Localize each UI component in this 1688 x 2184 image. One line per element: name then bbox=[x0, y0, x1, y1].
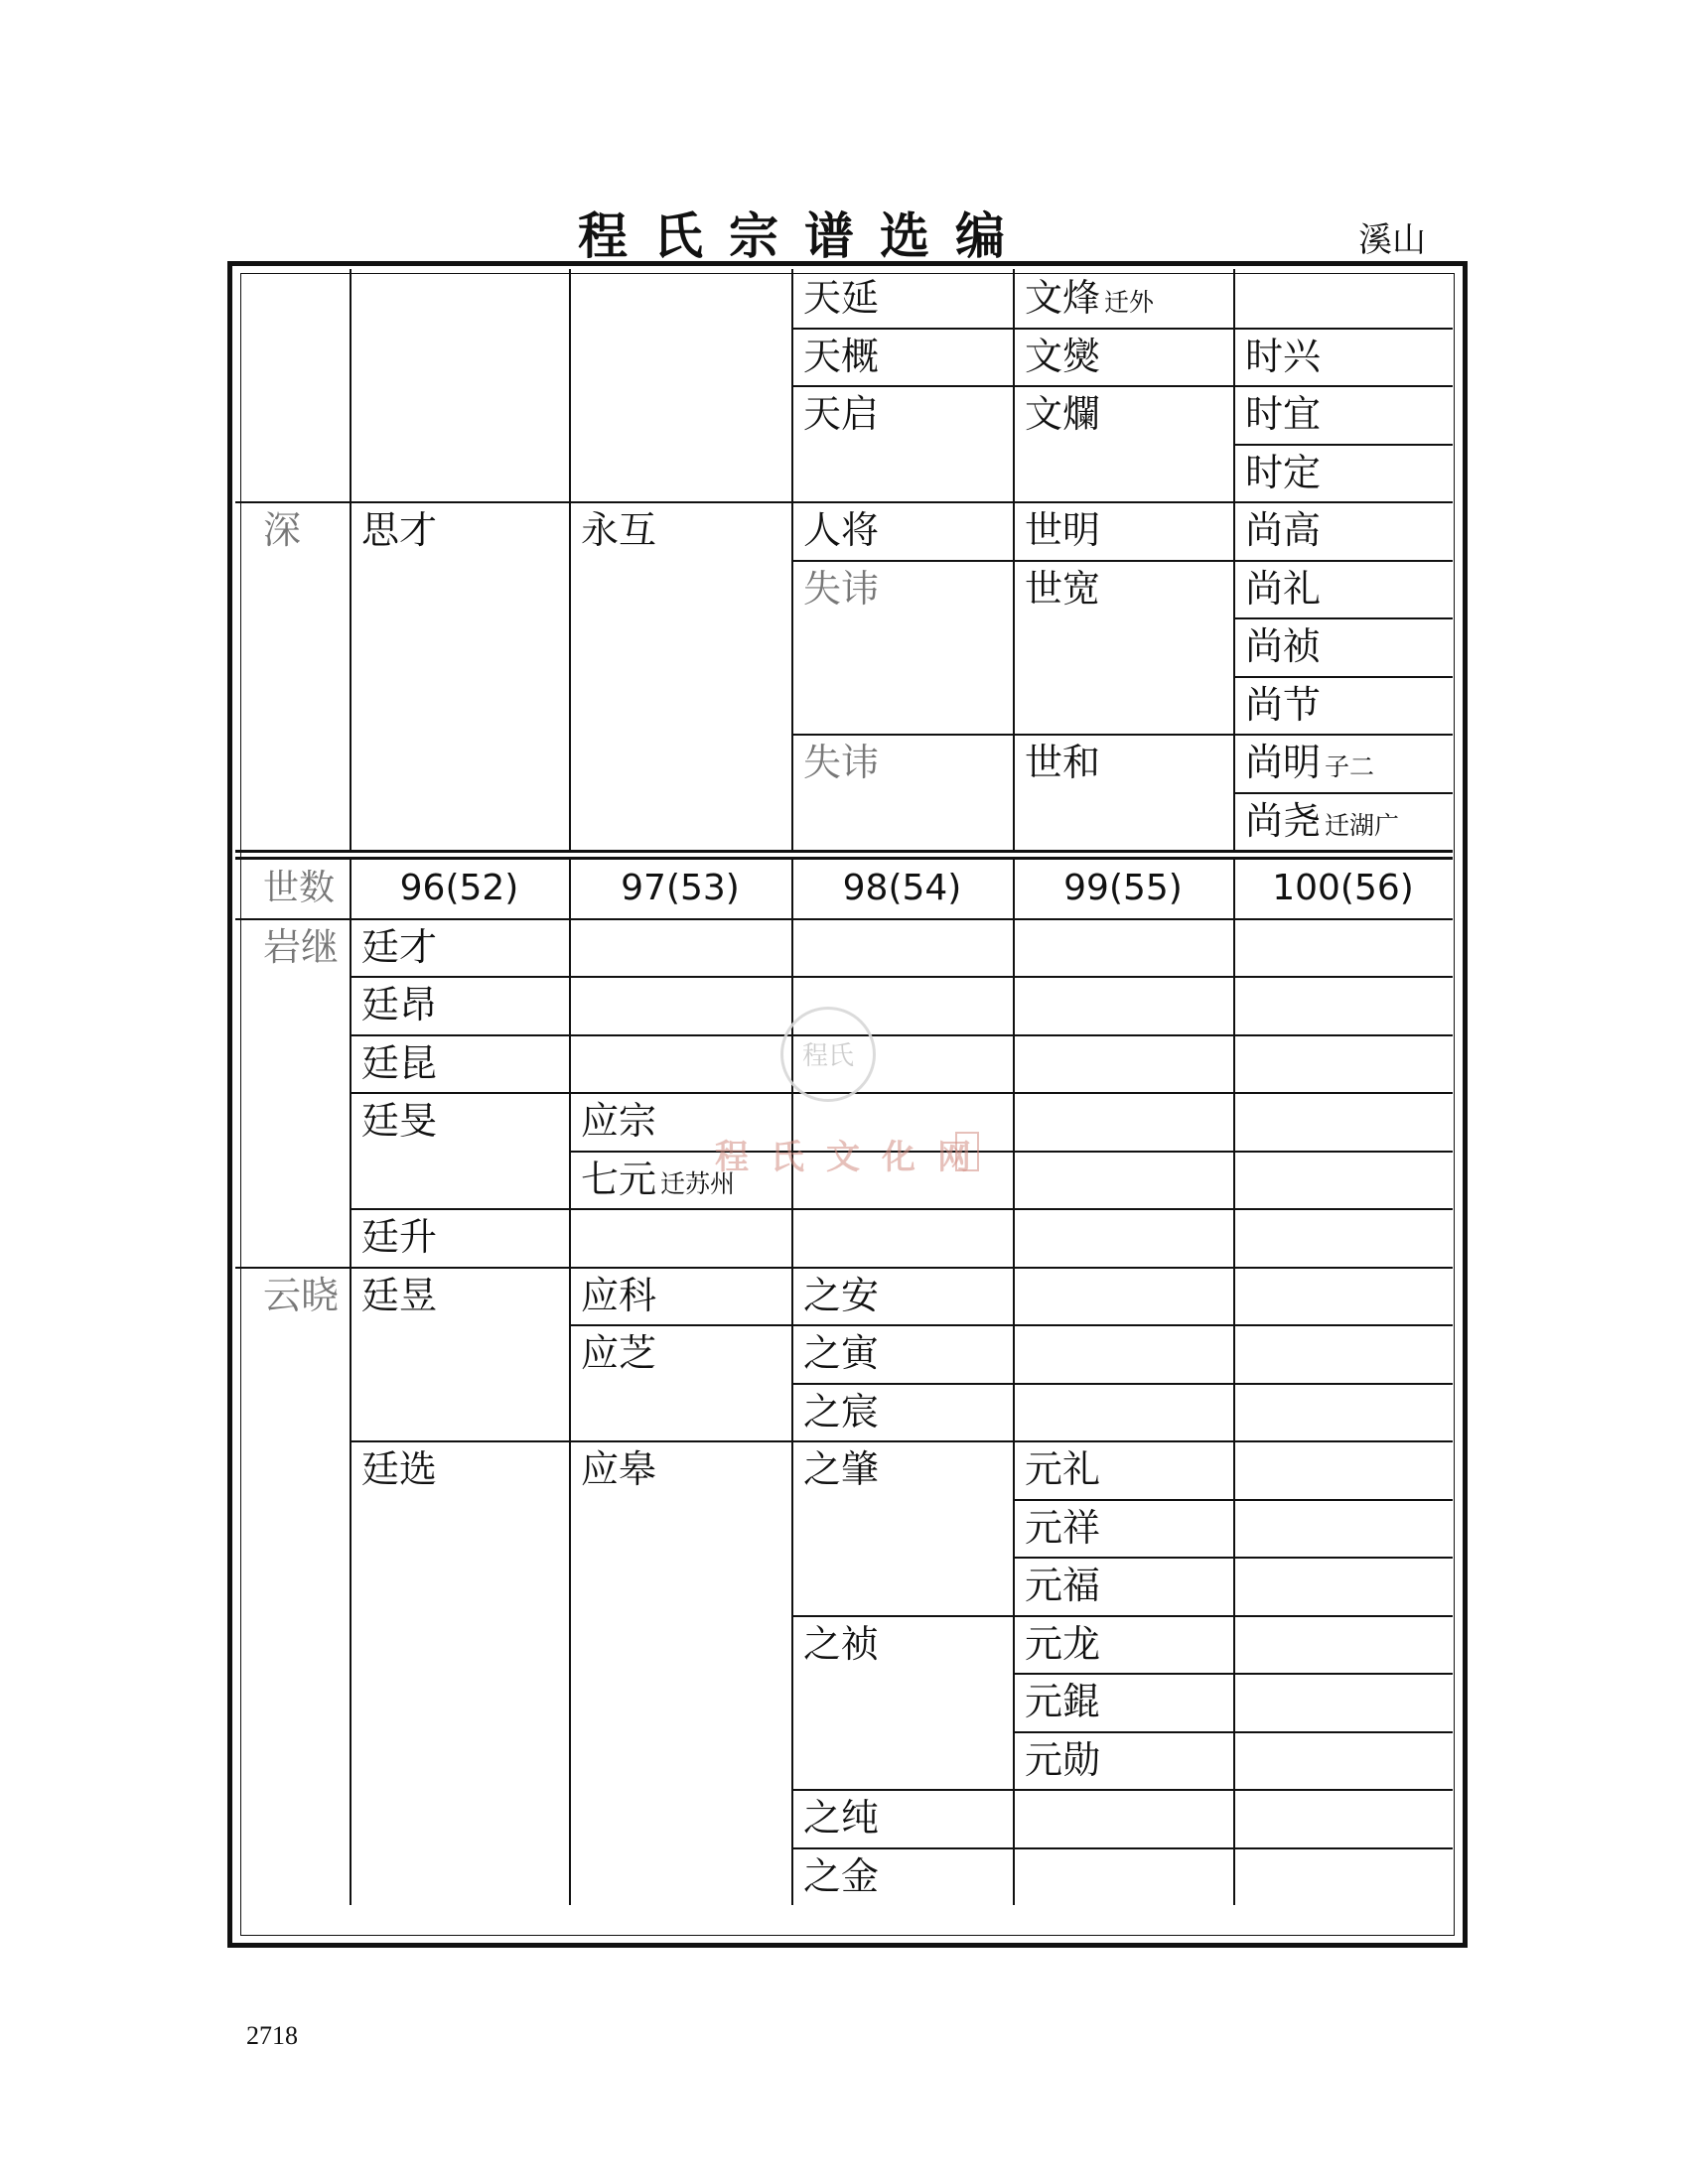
genealogy-name bbox=[1025, 741, 1101, 784]
genealogy-name bbox=[1245, 798, 1400, 845]
genealogy-name bbox=[803, 1389, 880, 1433]
genealogy-name bbox=[803, 1796, 880, 1840]
genealogy-name bbox=[361, 1215, 438, 1259]
row-divider bbox=[791, 1383, 1453, 1385]
row-divider bbox=[1013, 1557, 1453, 1559]
row-divider bbox=[569, 1324, 1453, 1326]
cell-text: 廷昆 bbox=[361, 1040, 438, 1085]
cell-text: 96(52) bbox=[399, 868, 519, 908]
watermark-stamp-text: 程氏 bbox=[801, 1041, 854, 1071]
column-divider bbox=[569, 860, 571, 1905]
section-separator bbox=[235, 850, 1453, 853]
cell-text: 99(55) bbox=[1063, 868, 1183, 908]
row-divider bbox=[791, 328, 1453, 330]
cell-text: 七元 bbox=[581, 1157, 657, 1201]
page-title: 程氏宗谱选编 bbox=[578, 206, 1031, 265]
cell-text: 世宽 bbox=[1025, 566, 1101, 611]
genealogy-name bbox=[1025, 1505, 1101, 1550]
cell-text: 元勋 bbox=[1025, 1737, 1101, 1782]
cell-text: 天概 bbox=[803, 334, 880, 378]
genealogy-name bbox=[803, 566, 880, 611]
cell-text: 天启 bbox=[803, 392, 880, 436]
cell-text: 之祯 bbox=[803, 1621, 880, 1666]
watermark-text: 程氏文化网 bbox=[715, 1138, 993, 1177]
cell-note: 迁外 bbox=[1104, 288, 1155, 317]
genealogy-name bbox=[581, 1447, 657, 1491]
row-divider bbox=[791, 1789, 1453, 1791]
genealogy-name bbox=[361, 1273, 438, 1317]
page-number: 2718 bbox=[246, 2021, 298, 2050]
row-divider bbox=[235, 918, 1453, 920]
genealogy-name bbox=[1025, 508, 1101, 552]
cell-text: 之宸 bbox=[803, 1389, 880, 1433]
cell-text: 之肇 bbox=[803, 1447, 880, 1491]
cell-text: 元礼 bbox=[1025, 1447, 1101, 1491]
row-divider bbox=[791, 1847, 1453, 1849]
genealogy-name bbox=[581, 1157, 736, 1203]
genealogy-name bbox=[1245, 334, 1322, 378]
cell-text: 思才 bbox=[361, 508, 438, 552]
genealogy-name bbox=[803, 1621, 880, 1666]
cell-text: 应芝 bbox=[581, 1331, 657, 1375]
row-divider bbox=[1233, 676, 1453, 678]
genealogy-name bbox=[1245, 682, 1322, 727]
genealogy-name bbox=[581, 1099, 657, 1143]
generation-label bbox=[263, 870, 335, 907]
cell-text: 之纯 bbox=[803, 1796, 880, 1840]
cell-text: 文爛 bbox=[1025, 392, 1101, 436]
cell-text: 人将 bbox=[803, 508, 880, 552]
cell-text: 廷升 bbox=[361, 1215, 438, 1259]
watermark-stamp bbox=[780, 1007, 876, 1102]
section-separator bbox=[235, 857, 1453, 860]
genealogy-name bbox=[581, 508, 657, 552]
cell-text: 应科 bbox=[581, 1273, 657, 1317]
cell-text: 元錕 bbox=[1025, 1680, 1101, 1723]
genealogy-name bbox=[803, 1331, 880, 1375]
generation-number bbox=[1233, 870, 1453, 907]
cell-text: 元福 bbox=[1025, 1564, 1101, 1607]
row-divider bbox=[350, 1034, 1453, 1036]
row-divider bbox=[569, 1151, 1453, 1153]
genealogy-name bbox=[1025, 1621, 1101, 1666]
cell-text: 时宜 bbox=[1245, 392, 1322, 436]
cell-text: 之寅 bbox=[803, 1331, 880, 1375]
cell-text: 应宗 bbox=[581, 1099, 657, 1143]
genealogy-name bbox=[1245, 392, 1322, 436]
genealogy-name bbox=[1025, 1447, 1101, 1491]
genealogy-name bbox=[803, 1273, 880, 1317]
cell-note: 子二 bbox=[1325, 752, 1375, 781]
cell-text: 天延 bbox=[803, 276, 880, 320]
genealogy-name bbox=[803, 741, 880, 784]
genealogy-name bbox=[1245, 450, 1322, 494]
cell-text: 廷选 bbox=[361, 1447, 438, 1491]
cell-text: 世数 bbox=[263, 868, 336, 908]
cell-text: 廷旻 bbox=[361, 1099, 438, 1143]
generation-number bbox=[1013, 870, 1233, 907]
cell-text: 98(54) bbox=[842, 868, 962, 908]
generation-number bbox=[569, 870, 791, 907]
watermark-seal bbox=[955, 1132, 979, 1171]
cell-text: 尚明 bbox=[1245, 741, 1322, 784]
cell-text: 尚高 bbox=[1245, 508, 1322, 552]
genealogy-name bbox=[803, 392, 880, 436]
row-divider bbox=[791, 560, 1453, 562]
genealogy-name bbox=[361, 924, 438, 969]
genealogy-name bbox=[361, 1040, 438, 1085]
row-divider bbox=[235, 501, 1453, 503]
cell-text: 深 bbox=[263, 508, 302, 552]
genealogy-name bbox=[1025, 334, 1101, 378]
row-divider bbox=[1233, 792, 1453, 794]
cell-text: 时定 bbox=[1245, 450, 1322, 494]
genealogy-name bbox=[1245, 624, 1322, 668]
genealogy-name bbox=[263, 924, 340, 969]
genealogy-name bbox=[361, 1099, 438, 1143]
row-divider bbox=[791, 385, 1453, 387]
genealogy-name bbox=[1245, 741, 1375, 786]
genealogy-name bbox=[263, 1273, 340, 1317]
cell-text: 世和 bbox=[1025, 741, 1101, 784]
cell-text: 岩继 bbox=[263, 924, 340, 969]
row-divider bbox=[350, 1092, 1453, 1094]
row-divider bbox=[1013, 1499, 1453, 1501]
cell-text: 尚尧 bbox=[1245, 798, 1322, 843]
genealogy-name bbox=[361, 1447, 438, 1491]
cell-text: 云晓 bbox=[263, 1273, 340, 1317]
cell-text: 时兴 bbox=[1245, 334, 1322, 378]
genealogy-name bbox=[803, 1447, 880, 1491]
generation-number bbox=[350, 870, 569, 907]
cell-text: 尚节 bbox=[1245, 682, 1322, 727]
row-divider bbox=[1233, 617, 1453, 619]
genealogy-name bbox=[1245, 566, 1322, 611]
genealogy-name bbox=[1245, 508, 1322, 552]
cell-text: 永互 bbox=[581, 508, 657, 552]
cell-text: 元龙 bbox=[1025, 1621, 1101, 1666]
cell-text: 廷昱 bbox=[361, 1273, 438, 1317]
cell-note: 迁湖广 bbox=[1325, 810, 1400, 840]
cell-text: 应皋 bbox=[581, 1447, 657, 1491]
genealogy-name bbox=[1025, 276, 1155, 322]
column-divider bbox=[350, 860, 352, 1905]
row-divider bbox=[791, 1615, 1453, 1617]
genealogy-name bbox=[1025, 1680, 1101, 1723]
cell-text: 廷昂 bbox=[361, 983, 438, 1026]
row-divider bbox=[1013, 1673, 1453, 1675]
genealogy-name bbox=[581, 1331, 657, 1375]
column-divider bbox=[569, 269, 571, 850]
row-divider bbox=[791, 734, 1453, 736]
place-label: 溪山 bbox=[1358, 220, 1426, 260]
genealogy-name bbox=[361, 983, 438, 1026]
genealogy-name bbox=[803, 276, 880, 320]
cell-text: 97(53) bbox=[621, 868, 740, 908]
genealogy-name bbox=[1025, 566, 1101, 611]
row-divider bbox=[350, 976, 1453, 978]
cell-text: 失讳 bbox=[803, 566, 880, 611]
cell-text: 文爕 bbox=[1025, 334, 1101, 378]
cell-text: 元祥 bbox=[1025, 1505, 1101, 1550]
genealogy-name bbox=[581, 1273, 657, 1317]
generation-number bbox=[791, 870, 1013, 907]
cell-text: 世明 bbox=[1025, 508, 1101, 552]
cell-text: 文烽 bbox=[1025, 276, 1101, 320]
column-divider bbox=[350, 269, 352, 850]
row-divider bbox=[350, 1208, 1453, 1210]
row-divider bbox=[1013, 1731, 1453, 1733]
cell-text: 之金 bbox=[803, 1853, 880, 1898]
row-divider bbox=[1233, 444, 1453, 446]
genealogy-name bbox=[803, 1853, 880, 1898]
cell-note: 迁苏州 bbox=[660, 1168, 736, 1198]
genealogy-name bbox=[803, 508, 880, 552]
cell-text: 失讳 bbox=[803, 741, 880, 784]
genealogy-name bbox=[803, 334, 880, 378]
genealogy-name bbox=[263, 508, 302, 552]
genealogy-name bbox=[1025, 1564, 1101, 1607]
cell-text: 尚祯 bbox=[1245, 624, 1322, 668]
genealogy-name bbox=[1025, 392, 1101, 436]
row-divider bbox=[235, 1267, 1453, 1269]
cell-text: 尚礼 bbox=[1245, 566, 1322, 611]
genealogy-name bbox=[361, 508, 438, 552]
genealogy-name bbox=[1025, 1737, 1101, 1782]
cell-text: 廷才 bbox=[361, 924, 438, 969]
cell-text: 100(56) bbox=[1272, 868, 1414, 908]
cell-text: 之安 bbox=[803, 1273, 880, 1317]
row-divider bbox=[350, 1440, 1453, 1442]
